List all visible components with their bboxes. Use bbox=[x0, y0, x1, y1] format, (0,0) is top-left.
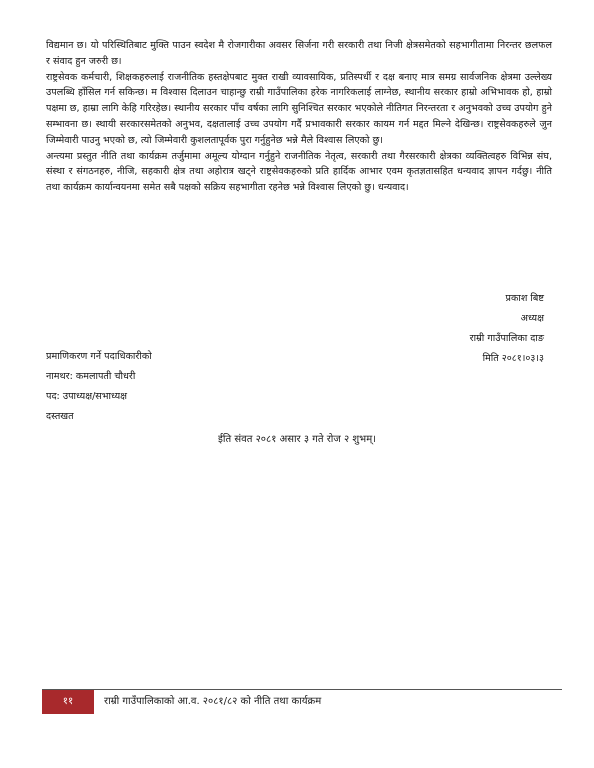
paragraph-1: विद्यमान छ। यो परिस्थितिबाट मुक्ति पाउन स्वदेश मै रोजगारीका अवसर सिर्जना गरी सरकारी तथा निजी क्षेत्रसमेतको सहभागीतामा निरन्तर छलफल र संवाद हुन जरुरी छ। bbox=[46, 40, 552, 67]
certification-block bbox=[46, 347, 152, 427]
paragraph-3: अन्त्यमा प्रस्तुत नीति तथा कार्यक्रम तर्जुमामा अमूल्य योग्दान गर्नुहुने राजनीतिक नेतृत्व, सरकारी तथा गैरसरकारी क्षेत्रका व्यक्तित्वहरु विभिन्न संघ, संस्था र संगठनहरु, नीजि, सहकारी क्षेत्र तथा अहोरात्र खट्ने राष्ट्रसेवकहरुको प्रति हार्दिक आभार एवम कृतज्ञतासहित धन्यवाद ज्ञापन गर्दछु। नीति तथा कार्यक्रम कार्यान्वयनमा समेत सबै पक्षको सक्रिय सहभागीता रहनेछ भन्ने विश्वास लिएको छु। धन्यवाद। bbox=[46, 150, 552, 194]
signature-date: मिति २०८१।०३।३ bbox=[482, 353, 544, 364]
paragraph-2: राष्ट्रसेवक कर्मचारी, शिक्षकहरुलाई राजनीतिक हस्तक्षेपबाट मुक्त राखी व्यावसायिक, प्रतिस्पर्धी र दक्ष बनाए मात्र समग्र सार्वजनिक क्षेत्रमा उल्लेख्य उपलब्धि हाँसिल गर्न सकिन्छ। म विश्वास दिलाउन चाहान्छु राम्री गाउँपालिका हरेक नागरिकलाई लाग्नेछ, स्थानीय सरकार हाम्रो अभिभावक हो, हाम्रो पक्षमा छ, हाम्रा लागि केहि गरिरहेछ। स्थानीय सरकार पाँच वर्षका लागि सुनिश्चित सरकार भएकोले नीतिगत निरन्तरता र अनुभवको उच्च उपयोग हुने सम्भावना छ। स्थायी सरकारसमेतको अनुभव, दक्षतालाई उच्च उपयोग गर्दै प्रभावकारी सरकार कायम गर्न मद्दत मिल्ने देखिन्छ। राष्ट्रसेवकहरुले जुन जिम्मेवारी पाउनु भएको छ, त्यो जिम्मेवारी कुशलतापूर्वक पुरा गर्नुहुनेछ भन्ने मैले विश्वास लिएको छु। bbox=[46, 71, 552, 146]
certifier-name: नामथर: कमलापती चौधरी bbox=[46, 371, 136, 382]
certifier-post: पद: उपाध्यक्ष/सभाध्यक्ष bbox=[46, 391, 128, 402]
signatory-name: प्रकाश बिष्ट bbox=[505, 293, 544, 304]
page-number: ११ bbox=[42, 690, 94, 714]
body-text bbox=[46, 38, 552, 196]
signature-block bbox=[470, 289, 544, 369]
certification-heading: प्रमाणिकरण गर्ने पदाधिकारीको bbox=[46, 351, 152, 362]
footer-title: राम्री गाउँपालिकाको आ.व. २०८१/८२ को नीति तथा कार्यक्रम bbox=[104, 696, 322, 707]
signatory-designation: अध्यक्ष bbox=[520, 313, 544, 324]
certifier-signature: दस्तखत bbox=[46, 411, 74, 422]
closing-line: ईति संवत २०८१ असार ३ गते रोज २ शुभम्। bbox=[218, 434, 376, 445]
signatory-office: राम्री गाउँपालिका दाङ bbox=[469, 333, 544, 344]
